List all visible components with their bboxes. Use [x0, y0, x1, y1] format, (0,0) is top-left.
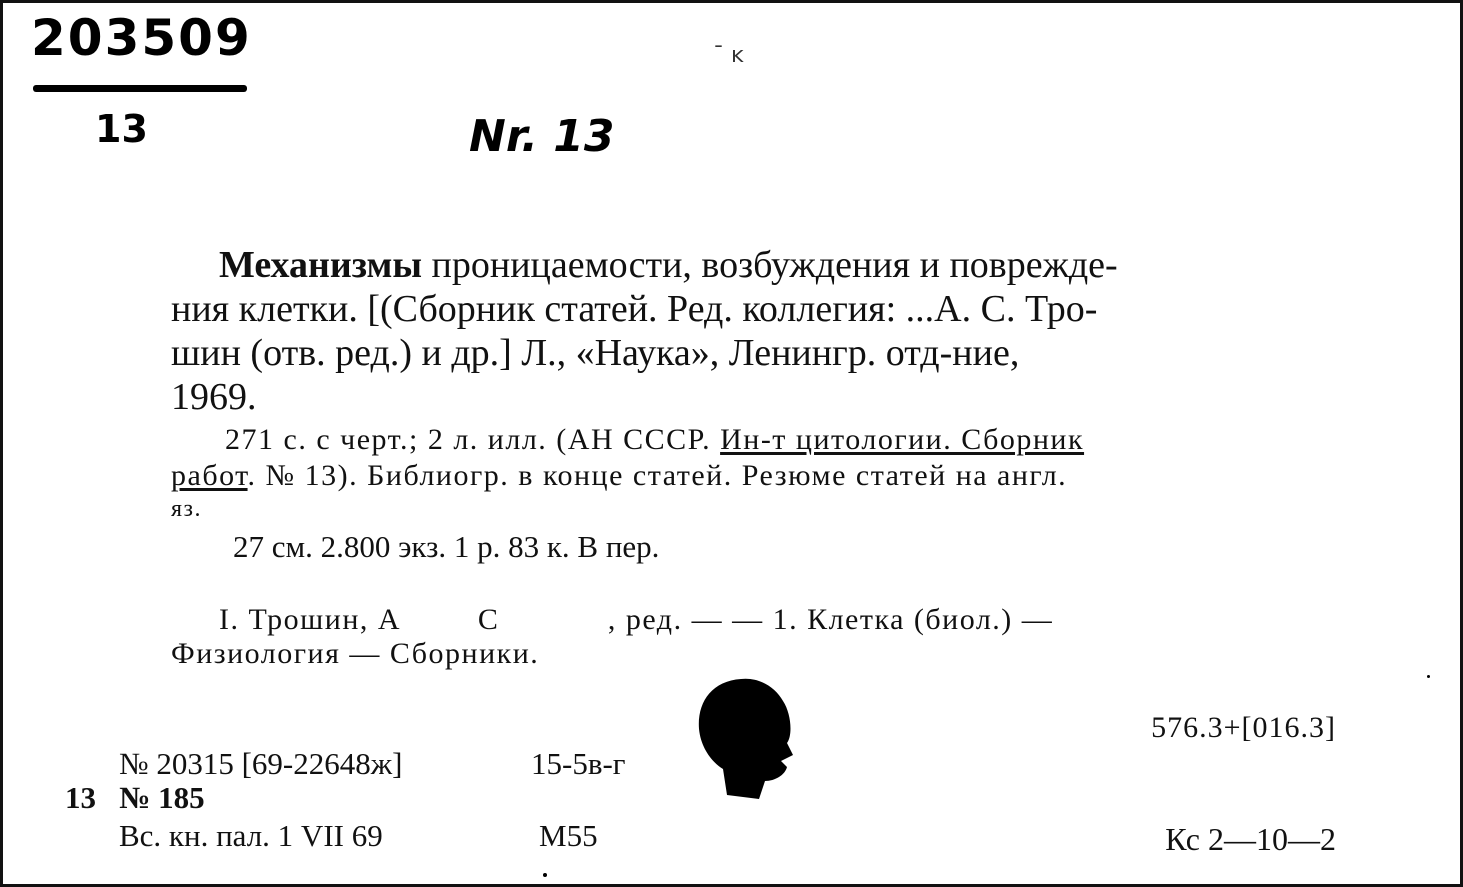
subject-prefix: I. Трошин,: [219, 603, 378, 636]
title-line-1-rest: проницаемости, возбуждения и поврежде-: [422, 244, 1118, 286]
registration-code-1: 15-5в-г: [531, 746, 626, 781]
description-line-3: яз.: [171, 496, 203, 522]
title-line-2: ния клетки. [(Сборник статей. Ред. коллегия: ...А. С. Тро-: [171, 288, 1098, 330]
classification-code: Кс 2—10—2: [1165, 821, 1336, 857]
udc-index: 576.3+[016.3]: [1151, 711, 1336, 744]
corner-scribble: ¯ ĸ: [713, 43, 744, 68]
handwritten-catalog-number: 203509: [31, 9, 252, 67]
description-line-4: 27 см. 2.800 экз. 1 р. 83 к. В пер.: [233, 529, 660, 564]
title-line-4: 1969.: [171, 376, 257, 418]
subject-line-2: Физиология — Сборники.: [171, 637, 540, 670]
registration-number: № 185: [119, 780, 205, 815]
description-line-1-plain: 271 с. с черт.; 2 л. илл. (АН СССР.: [225, 423, 721, 456]
title-line-3: шин (отв. ред.) и др.] Л., «Наука», Ленингр. отд-ние,: [171, 332, 1020, 374]
registration-code-3: М55: [539, 818, 598, 853]
series-title-underlined-continued: работ: [171, 459, 248, 492]
description-line-2: [171, 459, 1067, 493]
registration-line-3: Вс. кн. пал. 1 VII 69: [119, 818, 383, 853]
speck-mark: [543, 873, 547, 877]
title-bold-word: Механизмы: [219, 244, 423, 286]
subject-line-1: [219, 603, 1053, 637]
description-line-2-plain: . № 13). Библиогр. в конце статей. Резюме статей на англ.: [247, 459, 1068, 492]
library-stamp-silhouette: [693, 677, 803, 803]
registration-line-2: [65, 781, 205, 815]
series-title-underlined: Ин-т цитологии. Сборник: [720, 423, 1085, 456]
subject-initial-s: С: [477, 603, 500, 636]
subject-line-1-rest: , ред. — — 1. Клетка (биол.) —: [607, 603, 1054, 636]
subject-initial-a: А: [377, 603, 402, 636]
handwritten-underline: [33, 85, 247, 92]
registration-line-1: № 20315 [69-22648ж]: [119, 746, 403, 781]
speck-mark: [1427, 675, 1430, 678]
handwritten-volume-mark: 13: [95, 107, 148, 151]
handwritten-series-mark: Nr. 13: [469, 111, 615, 162]
title-line-1: [219, 243, 1118, 287]
registration-prefix: 13: [65, 780, 96, 815]
description-line-1: [225, 423, 1084, 457]
